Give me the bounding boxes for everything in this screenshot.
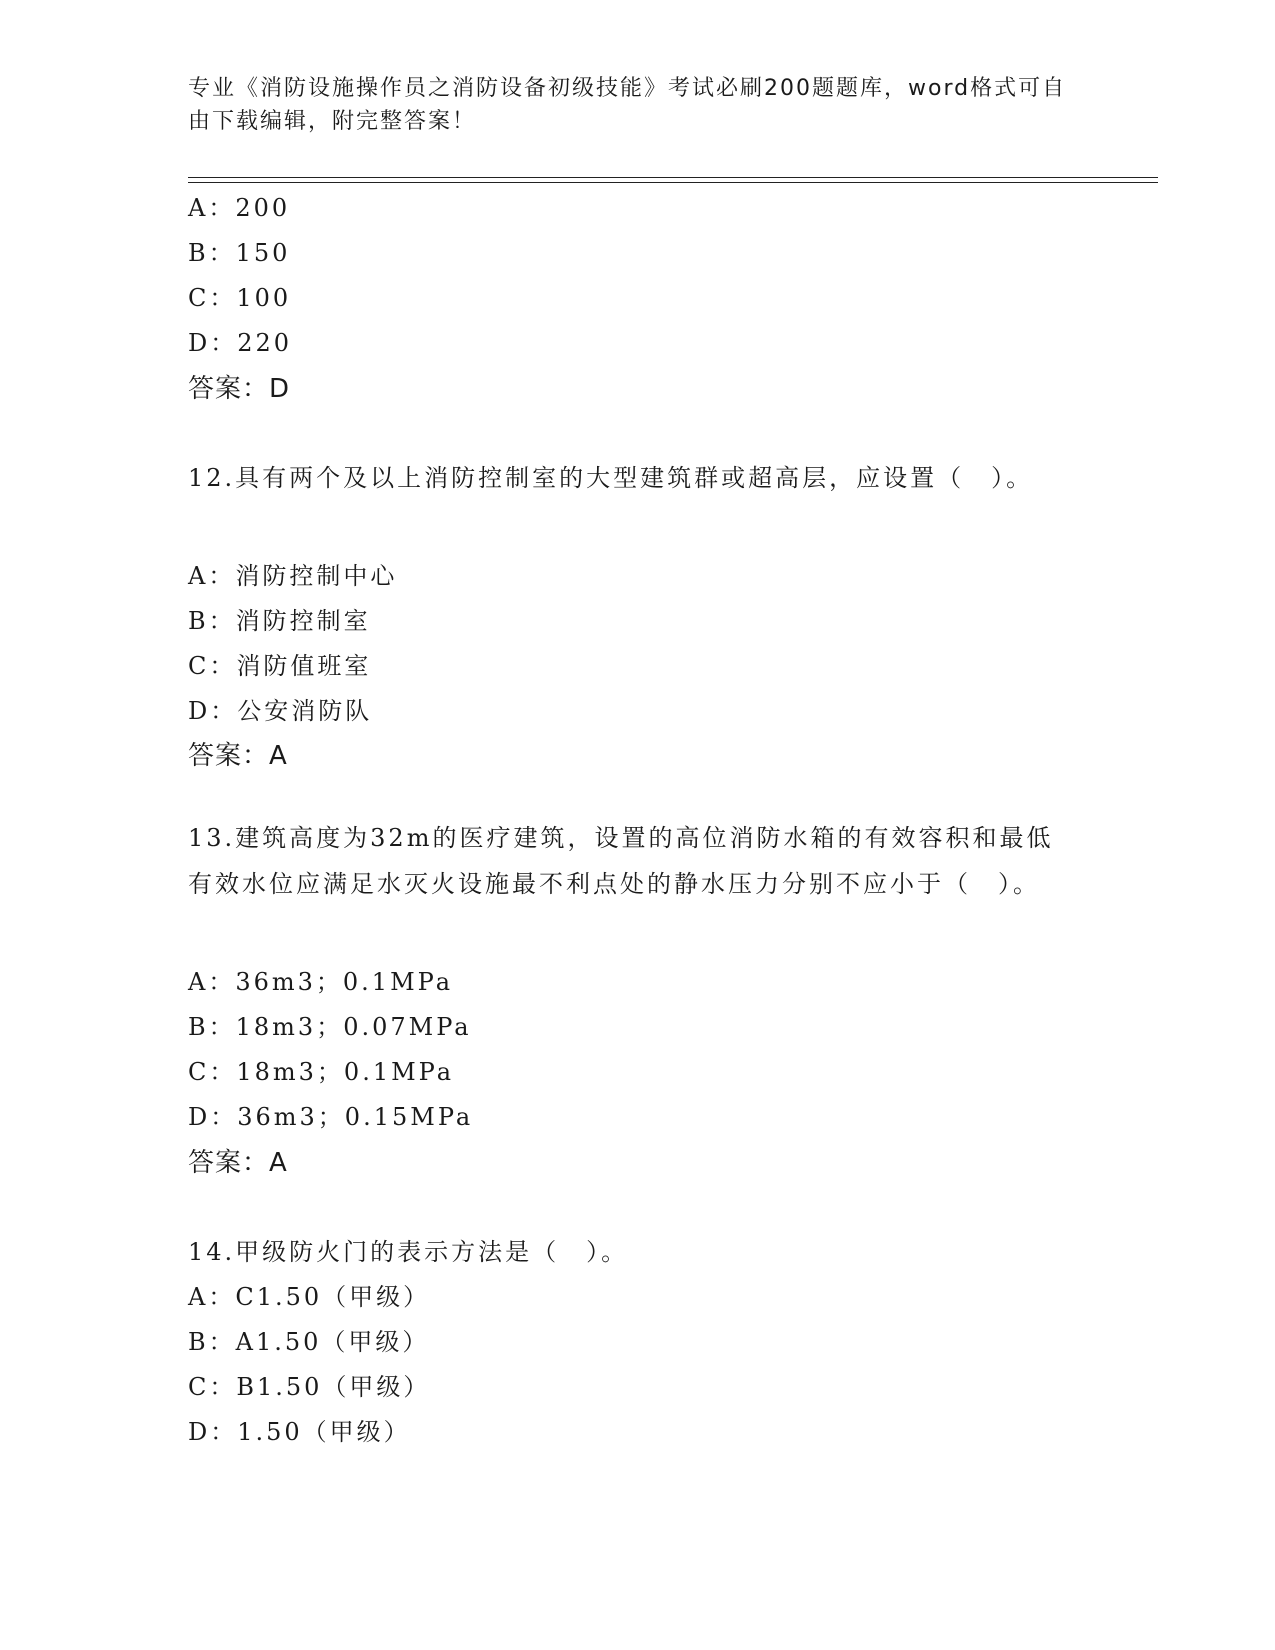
document-header-title: 专业《消防设施操作员之消防设备初级技能》考试必刷200题题库，word格式可自由下载编辑，附完整答案！ [188,76,1067,134]
q11-option-d: D：220 [188,329,293,357]
q11-option-b: B：150 [188,239,291,267]
q11-option-a: A：200 [188,194,291,222]
q13-option-c: C：18m3；0.1MPa [188,1058,455,1086]
q12-option-a: A：消防控制中心 [188,562,398,590]
q14-option-c: C：B1.50（甲级） [188,1373,431,1401]
q11-option-c: C：100 [188,284,292,312]
q13-option-a: A：36m3；0.1MPa [188,968,454,996]
q11-answer: 答案：D [188,374,291,404]
q13-option-b: B：18m3；0.07MPa [188,1013,472,1041]
q12-option-d: D：公安消防队 [188,697,373,725]
q12-option-c: C：消防值班室 [188,652,372,680]
q14-option-d: D：1.50（甲级） [188,1418,411,1446]
header-divider-bottom [188,182,1158,183]
q12-question: 12.具有两个及以上消防控制室的大型建筑群或超高层，应设置（ ）。 [188,464,1034,492]
q14-option-b: B：A1.50（甲级） [188,1328,430,1356]
q12-answer: 答案：A [188,741,288,771]
q13-option-d: D：36m3；0.15MPa [188,1103,474,1131]
q12-option-b: B：消防控制室 [188,607,371,635]
q13-answer: 答案：A [188,1148,288,1178]
header-divider-top [188,177,1158,178]
q14-question: 14.甲级防火门的表示方法是（ ）。 [188,1238,629,1266]
q13-question: 13.建筑高度为32m的医疗建筑，设置的高位消防水箱的有效容积和最低有效水位应满足水灭火设施最不利点处的静水压力分别不应小于（ ）。 [188,824,1054,898]
q14-option-a: A：C1.50（甲级） [188,1283,431,1311]
